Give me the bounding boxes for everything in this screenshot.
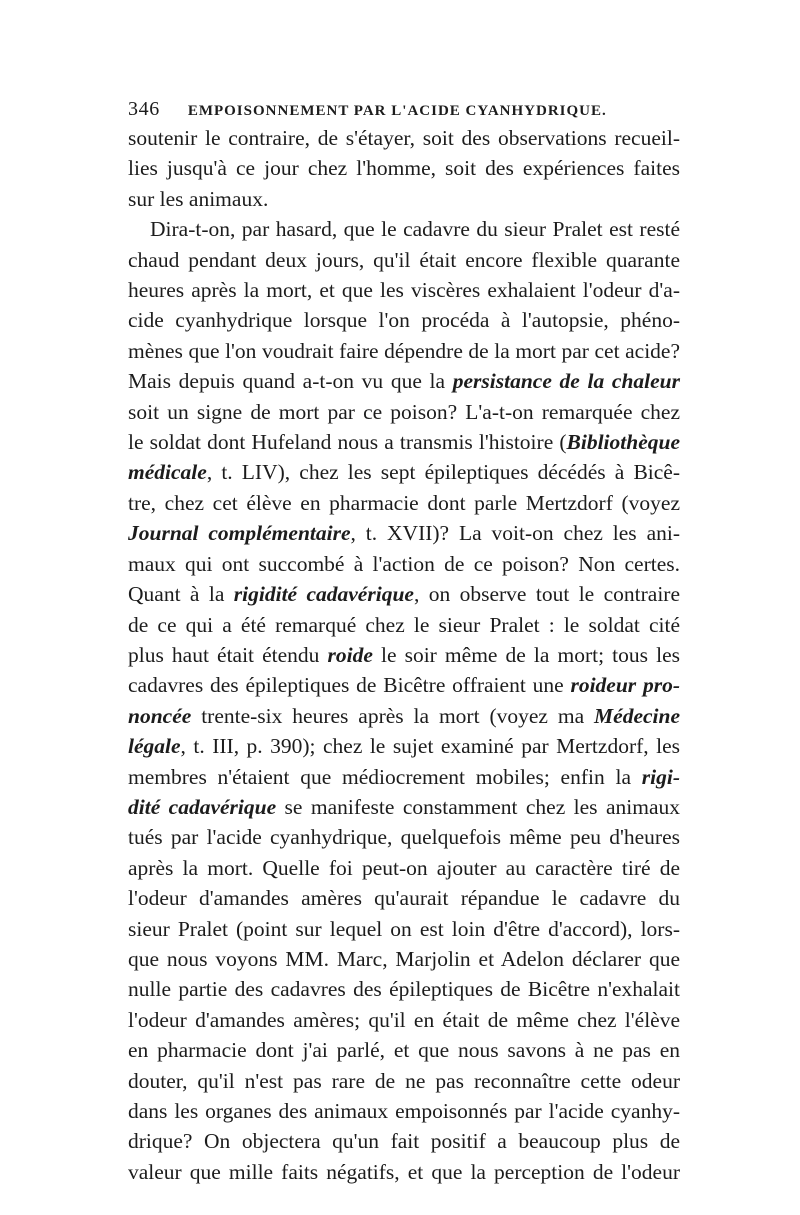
italic-phrase: dité cadavérique: [128, 794, 277, 819]
italic-phrase: Bibliothèque: [566, 430, 680, 455]
text-line: dité cadavérique se manifeste constamment chez les animaux: [128, 794, 680, 819]
text-line: membres n'étaient que médiocrement mobiles; enfin la rigi-: [128, 764, 680, 789]
text-line: nulle partie des cadavres des épileptiques de Bicêtre n'exhalait: [128, 977, 680, 1002]
text-line: l'odeur d'amandes amères qu'aurait répandue le cadavre du: [128, 886, 680, 911]
text-line: après la mort. Quelle foi peut-on ajouter au caractère tiré de: [128, 855, 680, 880]
italic-phrase: légale: [128, 734, 181, 759]
text-line: légale, t. III, p. 390); chez le sujet examiné par Mertzdorf, les: [128, 734, 680, 759]
text-line: sieur Pralet (point sur lequel on est loin d'être d'accord), lors-: [128, 916, 680, 941]
body-text: [128, 123, 680, 1187]
text-line: tre, chez cet élève en pharmacie dont parle Mertzdorf (voyez: [128, 490, 680, 515]
running-title: EMPOISONNEMENT PAR L'ACIDE CYANHYDRIQUE.: [187, 103, 607, 119]
text-line: mènes que l'on voudrait faire dépendre de la mort par cet acide?: [128, 338, 680, 363]
text-line: que nous voyons MM. Marc, Marjolin et Adelon déclarer que: [128, 946, 680, 971]
text-line: douter, qu'il n'est pas rare de ne pas reconnaître cette odeur: [128, 1068, 680, 1093]
text-line: cadavres des épileptiques de Bicêtre offraient une roideur pro-: [128, 673, 680, 698]
text-line: chaud pendant deux jours, qu'il était encore flexible quarante: [128, 247, 680, 272]
text-line: maux qui ont succombé à l'action de ce poison? Non certes.: [128, 551, 680, 576]
text-line: Journal complémentaire, t. XVII)? La voit-on chez les ani-: [128, 521, 680, 546]
italic-phrase: rigidité cadavérique: [233, 582, 414, 607]
italic-phrase: noncée: [128, 703, 192, 728]
text-line: noncée trente-six heures après la mort (voyez ma Médecine: [128, 703, 680, 728]
text-line: valeur que mille faits négatifs, et que la perception de l'odeur: [128, 1159, 680, 1184]
text-line: heures après la mort, et que les viscères exhalaient l'odeur d'a-: [128, 278, 680, 303]
running-head: [128, 96, 688, 122]
text-line: soutenir le contraire, de s'étayer, soit des observations recueil-: [128, 126, 680, 150]
text-line: médicale, t. LIV), chez les sept épileptiques décédés à Bicê-: [128, 460, 680, 485]
text-line: soit un signe de mort par ce poison? L'a-t-on remarquée chez: [128, 399, 680, 424]
italic-phrase: roideur pro-: [570, 673, 680, 698]
italic-phrase: Médecine: [594, 703, 680, 728]
text-line: plus haut était étendu roide le soir même de la mort; tous les: [128, 642, 680, 667]
text-line: dans les organes des animaux empoisonnés par l'acide cyanhy-: [128, 1099, 680, 1123]
text-line: le soldat dont Hufeland nous a transmis l'histoire (Bibliothèque: [128, 430, 680, 455]
paragraph-start-line: Dira-t-on, par hasard, que le cadavre du sieur Pralet est resté: [150, 217, 680, 242]
text-line: sur les animaux.: [128, 186, 269, 211]
text-line: tués par l'acide cyanhydrique, quelquefois même peu d'heures: [128, 825, 680, 850]
text-line: cide cyanhydrique lorsque l'on procéda à l'autopsie, phéno-: [128, 308, 680, 333]
italic-phrase: Journal complémentaire: [128, 521, 351, 546]
italic-phrase: roide: [327, 642, 373, 667]
text-line: lies jusqu'à ce jour chez l'homme, soit des expériences faites: [128, 156, 680, 181]
italic-phrase: persistance de la chaleur: [452, 369, 680, 394]
page-number: 346: [128, 98, 160, 120]
text-line: de ce qui a été remarqué chez le sieur Pralet : le soldat cité: [128, 612, 680, 637]
italic-phrase: médicale: [128, 460, 207, 485]
text-line: Quant à la rigidité cadavérique, on observe tout le contraire: [128, 582, 680, 607]
text-line: Mais depuis quand a-t-on vu que la persistance de la chaleur: [128, 369, 680, 394]
text-line: en pharmacie dont j'ai parlé, et que nous savons à ne pas en: [128, 1038, 680, 1063]
text-line: l'odeur d'amandes amères; qu'il en était de même chez l'élève: [128, 1007, 680, 1032]
text-line: drique? On objectera qu'un fait positif a beaucoup plus de: [128, 1129, 680, 1154]
italic-phrase: rigi-: [641, 764, 680, 789]
